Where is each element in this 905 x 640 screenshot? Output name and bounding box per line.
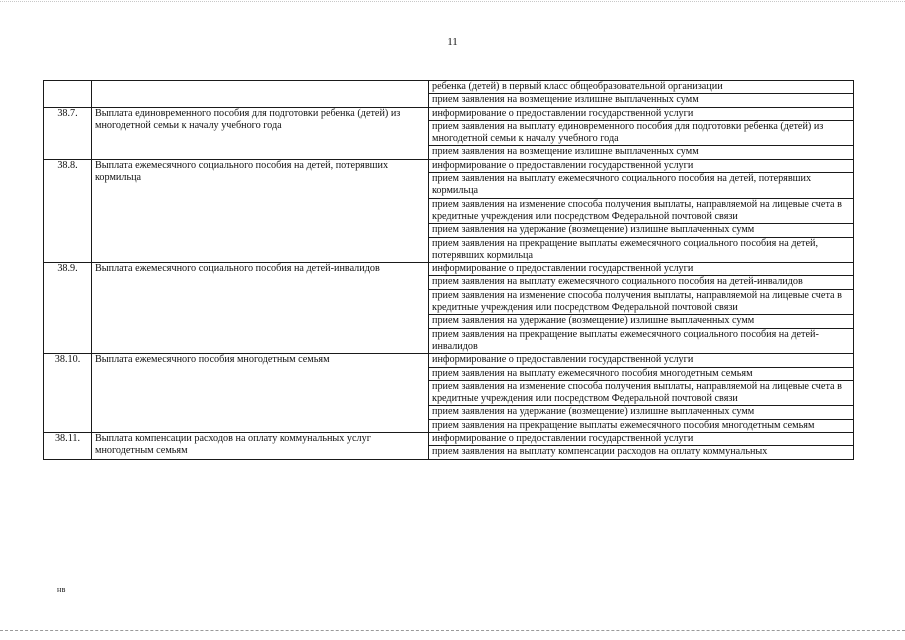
- sub-service: прием заявления на выплату ежемесячного социального пособия на детей, потерявших кормильца: [429, 173, 854, 199]
- sub-service: информирование о предоставлении государственной услуги: [429, 263, 854, 276]
- service-name: Выплата ежемесячного социального пособия на детей, потерявших кормильца: [92, 159, 429, 262]
- sub-service: прием заявления на выплату ежемесячного пособия многодетным семьям: [429, 367, 854, 380]
- sub-service: прием заявления на возмещение излишне выплаченных сумм: [429, 94, 854, 107]
- services-table-body: [44, 81, 854, 460]
- sub-service: прием заявления на выплату единовременного пособия для подготовки ребенка (детей) из многодетной семьи к началу учебного года: [429, 120, 854, 146]
- sub-service: прием заявления на изменение способа получения выплаты, направляемой на лицевые счета в кредитные учреждения или посредством Федеральной почтовой связи: [429, 289, 854, 315]
- sub-service: прием заявления на удержание (возмещение) излишне выплаченных сумм: [429, 406, 854, 419]
- sub-service: ребенка (детей) в первый класс общеобразовательной организации: [429, 81, 854, 94]
- sub-service: прием заявления на выплату компенсации расходов на оплату коммунальных: [429, 446, 854, 459]
- sub-service: прием заявления на удержание (возмещение) излишне выплаченных сумм: [429, 315, 854, 328]
- sub-service: информирование о предоставлении государственной услуги: [429, 354, 854, 367]
- table-row: [44, 263, 854, 276]
- item-number: 38.8.: [44, 159, 92, 262]
- sub-service: прием заявления на изменение способа получения выплаты, направляемой на лицевые счета в кредитные учреждения или посредством Федеральной почтовой связи: [429, 198, 854, 224]
- sub-service: прием заявления на возмещение излишне выплаченных сумм: [429, 146, 854, 159]
- sub-service: информирование о предоставлении государственной услуги: [429, 159, 854, 172]
- table-row: [44, 159, 854, 172]
- service-name: [92, 81, 429, 108]
- service-name: Выплата ежемесячного социального пособия на детей-инвалидов: [92, 263, 429, 354]
- scan-edge-top: [0, 1, 905, 2]
- table-row: [44, 107, 854, 120]
- footer-mark: нв: [57, 585, 66, 594]
- sub-service: прием заявления на прекращение выплаты ежемесячного социального пособия на детей, потерявших кормильца: [429, 237, 854, 263]
- item-number: 38.7.: [44, 107, 92, 159]
- service-name: Выплата ежемесячного пособия многодетным семьям: [92, 354, 429, 433]
- page-number: 11: [447, 36, 458, 48]
- sub-service: прием заявления на прекращение выплаты ежемесячного пособия многодетным семьям: [429, 419, 854, 432]
- item-number: 38.10.: [44, 354, 92, 433]
- sub-service: информирование о предоставлении государственной услуги: [429, 107, 854, 120]
- item-number: 38.9.: [44, 263, 92, 354]
- sub-service: прием заявления на удержание (возмещение) излишне выплаченных сумм: [429, 224, 854, 237]
- item-number: 38.11.: [44, 433, 92, 460]
- service-name: Выплата единовременного пособия для подготовки ребенка (детей) из многодетной семьи к началу учебного года: [92, 107, 429, 159]
- services-table: [43, 80, 854, 460]
- table-row: [44, 433, 854, 446]
- table-row: [44, 354, 854, 367]
- sub-service: прием заявления на изменение способа получения выплаты, направляемой на лицевые счета в кредитные учреждения или посредством Федеральной почтовой связи: [429, 380, 854, 406]
- table-row: [44, 81, 854, 94]
- sub-service: прием заявления на выплату ежемесячного социального пособия на детей-инвалидов: [429, 276, 854, 289]
- item-number: [44, 81, 92, 108]
- scan-edge-bottom: [0, 630, 905, 631]
- sub-service: прием заявления на прекращение выплаты ежемесячного социального пособия на детей-инвалидов: [429, 328, 854, 354]
- service-name: Выплата компенсации расходов на оплату коммунальных услуг многодетным семьям: [92, 433, 429, 460]
- sub-service: информирование о предоставлении государственной услуги: [429, 433, 854, 446]
